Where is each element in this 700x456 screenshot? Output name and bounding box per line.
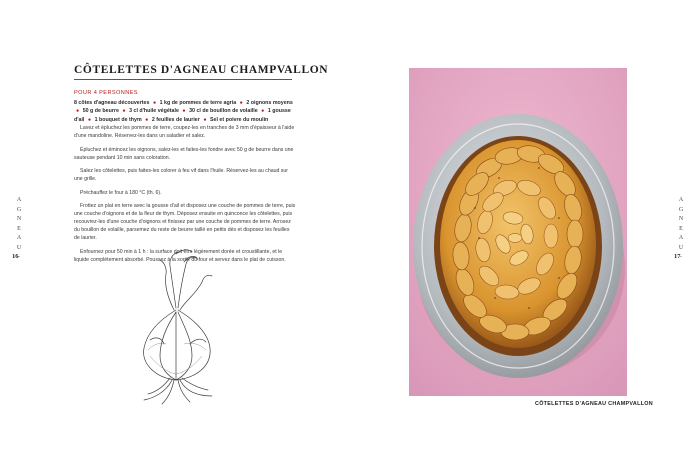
gratin-dish-photo-icon — [409, 68, 627, 396]
page-number-left: 16 — [12, 253, 19, 260]
ingredient-separator: ● — [261, 108, 265, 115]
page-number-right: 17 — [674, 253, 681, 260]
running-head-letter: E — [17, 225, 21, 232]
onion-sketch-icon — [126, 244, 226, 406]
running-head-letter: N — [16, 216, 22, 222]
running-head-letter: A — [678, 197, 684, 203]
ingredient-item: 30 cl de bouillon de volaille — [189, 108, 258, 115]
running-head-letter: - — [680, 254, 682, 260]
running-head-letter: U — [16, 244, 22, 251]
ingredient-item: 1 gousse d'ail — [74, 108, 291, 123]
ingredient-separator: ● — [182, 108, 186, 115]
running-head-letter: G — [16, 206, 22, 213]
ingredient-item: 1 kg de pommes de terre agria — [159, 100, 237, 106]
running-head-letter: E — [679, 225, 683, 232]
ingredients-list — [74, 99, 296, 124]
recipe-title: CÔTELETTES D'AGNEAU CHAMPVALLON — [74, 64, 329, 76]
running-head-letter: A — [16, 235, 22, 241]
ingredient-item: 2 oignons moyens — [246, 100, 293, 106]
photo-caption: CÔTELETTES D'AGNEAU CHAMPVALLON — [535, 401, 653, 407]
title-rule — [74, 79, 292, 80]
ingredient-item: 3 cl d'huile végétale — [129, 108, 179, 115]
running-head-letter: G — [678, 206, 684, 213]
ingredient-item: Sel et poivre du moulin — [210, 116, 269, 123]
ingredient-item: 1 bouquet de thym — [94, 116, 142, 123]
recipe-step: Épluchez et émincez les oignons, salez-les et faites-les fondre avec 50 g de beurre dans une sauteuse pendant 10 min sans coloration. — [74, 146, 294, 161]
ingredient-separator: ● — [145, 116, 149, 123]
ingredient-separator: ● — [203, 116, 207, 123]
running-head-letter: - — [18, 254, 20, 260]
recipe-step: Préchauffez le four à 180 °C (th. 6). — [80, 189, 162, 196]
ingredient-item: 50 g de beurre — [82, 108, 119, 115]
recipe-step: Enfournez pour 50 min à 1 h : la surface doit être légèrement dorée et croustillante, et le liquide complètement absorbé. Poussez à la sortie du four et servez dans le plat de cuisson. — [74, 248, 286, 263]
running-head-letter: U — [678, 244, 684, 251]
ingredient-separator: ● — [76, 108, 80, 115]
running-head-letter: A — [16, 197, 22, 203]
recipe-step: Frottez un plat en terre avec la gousse d'ail et disposez une couche de pommes de terre, puis une couche d'oignons et de la fleur de thym. Déposez ensuite en quinconce les côtelettes, puis recouvrez-les d'une couche d'oignons et finissez par une couche de pommes de terre. Arrosez du bouillon de volaille, parsemez du reste de beurre taillé en petits dés et disposez les feuilles de laurier. — [74, 203, 296, 242]
running-head-letter: A — [678, 235, 684, 241]
ingredient-separator: ● — [122, 108, 126, 115]
running-head-letter: N — [678, 216, 684, 222]
ingredient-separator: ● — [87, 116, 92, 123]
recipe-step: Salez les côtelettes, puis faites-les colorer à feu vif dans l'huile. Réservez-les au chaud sur une grille. — [74, 168, 289, 183]
servings-label: POUR 4 PERSONNES — [74, 90, 138, 96]
ingredient-item: 8 côtes d'agneau découvertes — [74, 100, 150, 106]
ingredient-item: 2 feuilles de laurier — [151, 116, 200, 123]
ingredient-separator: ● — [239, 100, 243, 106]
recipe-step: Lavez et épluchez les pommes de terre, coupez-les en tranches de 3 mm d'épaisseur à l'aide d'une mandoline. Réservez-les dans un saladier et salez. — [74, 125, 295, 139]
ingredient-separator: ● — [152, 100, 157, 106]
